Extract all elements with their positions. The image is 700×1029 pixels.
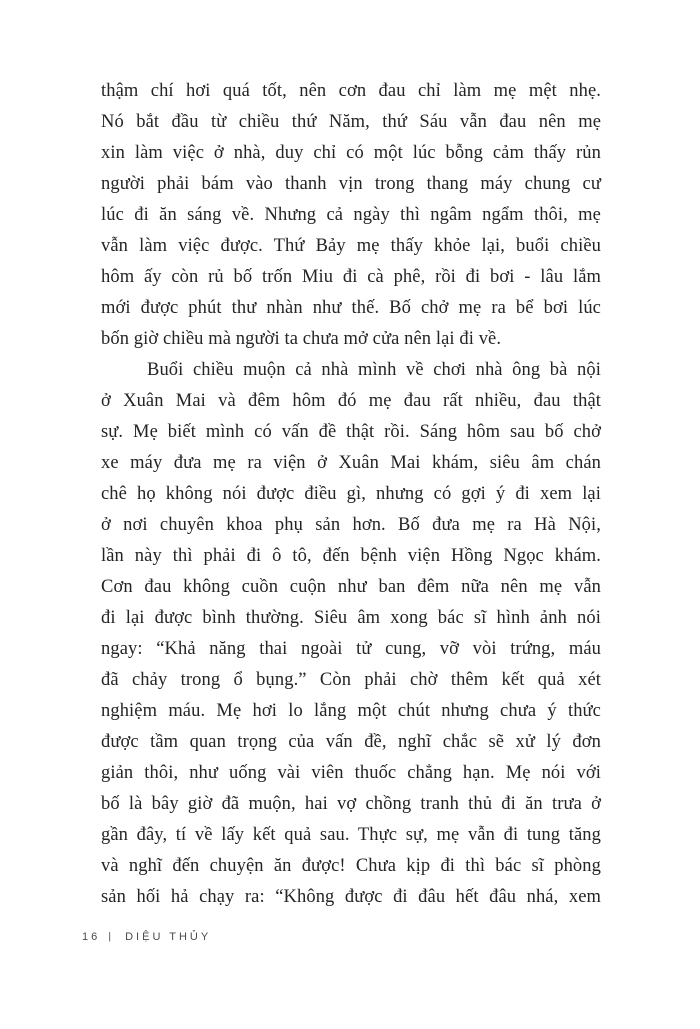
text-line: Nó bắt đầu từ chiều thứ Năm, thứ Sáu vẫn đau nên mẹ — [101, 112, 601, 132]
text-line: được tầm quan trọng của vấn đề, nghĩ chắc sẽ xử lý đơn — [101, 732, 601, 752]
text-line: giản thôi, như uống vài viên thuốc chẳng hạn. Mẹ nói với — [101, 763, 601, 783]
text-line: lúc đi ăn sáng về. Nhưng cả ngày thì ngâm ngẩm thôi, mẹ — [101, 205, 601, 225]
text-line: gần đây, tí về lấy kết quả sau. Thực sự, mẹ vẫn đi tung tăng — [101, 825, 601, 845]
text-line: ngay: “Khả năng thai ngoài tử cung, vỡ vòi trứng, máu — [101, 639, 601, 659]
text-line: Buổi chiều muộn cả nhà mình về chơi nhà ông bà nội — [147, 360, 601, 380]
text-line: xe máy đưa mẹ ra viện ở Xuân Mai khám, siêu âm chán — [101, 453, 601, 473]
text-line: lần này thì phải đi ô tô, đến bệnh viện Hồng Ngọc khám. — [101, 546, 601, 566]
text-line: sự. Mẹ biết mình có vấn đề thật rồi. Sáng hôm sau bố chở — [101, 422, 601, 442]
text-line: bốn giờ chiều mà người ta chưa mở cửa nên lại đi về. — [101, 329, 502, 349]
text-line: đi lại được bình thường. Siêu âm xong bác sĩ hình ảnh nói — [101, 608, 601, 628]
text-line: vẫn làm việc được. Thứ Bảy mẹ thấy khỏe lại, buổi chiều — [101, 236, 601, 256]
running-author: DIỆU THỦY — [125, 931, 212, 943]
text-line: xin làm việc ở nhà, duy chỉ có một lúc bỗng cảm thấy rủn — [101, 143, 601, 163]
text-line: bố là bây giờ đã muộn, hai vợ chồng tranh thủ đi ăn trưa ở — [101, 794, 601, 814]
text-line: chê họ không nói được điều gì, nhưng có gợi ý đi xem lại — [101, 484, 601, 504]
text-line: hôm ấy còn rủ bố trốn Miu đi cà phê, rồi đi bơi - lâu lắm — [101, 267, 601, 287]
paragraph — [101, 76, 601, 355]
text-line: thậm chí hơi quá tốt, nên cơn đau chỉ làm mẹ mệt nhẹ. — [101, 81, 601, 101]
paragraph — [101, 355, 601, 913]
text-line: người phải bám vào thanh vịn trong thang máy chung cư — [101, 174, 601, 194]
footer — [82, 931, 211, 943]
text-line: nghiệm máu. Mẹ hơi lo lắng một chút nhưng chưa ý thức — [101, 701, 601, 721]
text-line: mới được phút thư nhàn như thế. Bố chở mẹ ra bể bơi lúc — [101, 298, 601, 318]
text-line: ở nơi chuyên khoa phụ sản hơn. Bố đưa mẹ ra Hà Nội, — [101, 515, 601, 535]
text-line: sản hối hả chạy ra: “Không được đi đâu hết đâu nhá, xem — [101, 887, 601, 907]
text-line: đã chảy trong ổ bụng.” Còn phải chờ thêm kết quả xét — [101, 670, 601, 690]
page-number: 16 — [82, 931, 101, 943]
text-line: và nghĩ đến chuyện ăn được! Chưa kịp đi thì bác sĩ phòng — [101, 856, 601, 876]
text-line: Cơn đau không cuồn cuộn như ban đêm nữa nên mẹ vẫn — [101, 577, 601, 597]
body-text — [101, 76, 601, 913]
footer-separator: | — [108, 931, 115, 943]
text-line: ở Xuân Mai và đêm hôm đó mẹ đau rất nhiều, đau thật — [101, 391, 601, 411]
